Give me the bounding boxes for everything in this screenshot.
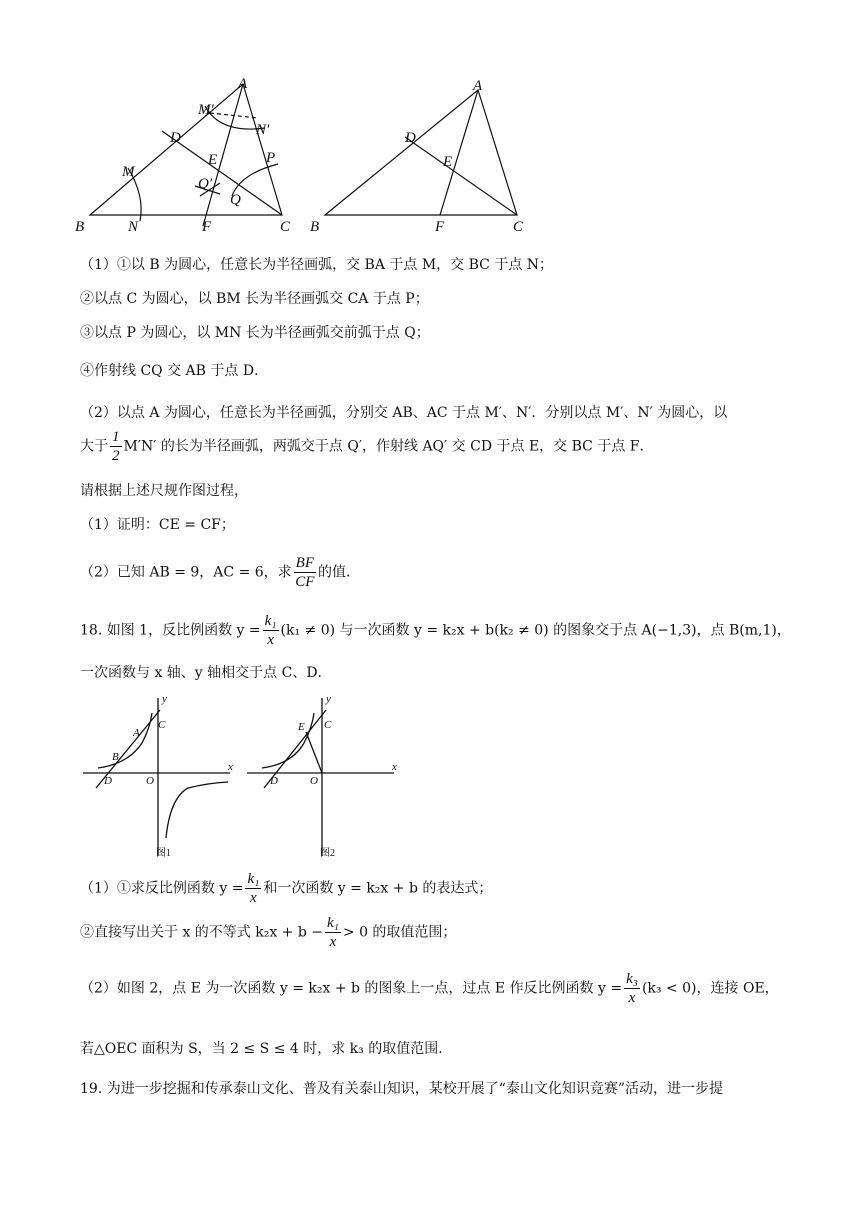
fraction-k3-x: $\frac{\text{k₃}}{x}$ [626,971,638,1006]
label-x: x [392,761,397,773]
text-segment: M′N′ 的长为半径画弧，两弧交于点 Q′，作射线 AQ′ 交 CD 于点 E，交 BC 于点 F． [123,438,654,455]
label-B: B [112,751,119,763]
label-C: C [324,719,332,731]
label-F: F [202,219,212,235]
label-C: C [280,219,291,235]
label-D: D [405,130,416,146]
text-segment: > 0 的取值范围； [342,924,457,941]
label-A: A [133,727,140,739]
label-N-prime: N′ [256,122,270,138]
label-D: D [170,130,181,146]
text-segment: (k₃ < 0)，连接 OE， [641,980,779,997]
label-A: A [473,78,483,94]
label-M-prime: M′ [198,102,214,118]
fraction-half: $\frac{1}{2}$ [112,429,120,464]
label-O: O [310,775,318,787]
question-2 [80,554,360,591]
step-6 [80,428,654,465]
text-segment: （2）已知 AB = 9，AC = 6，求 [80,564,292,581]
label-D: D [104,775,112,787]
step-4: ④作射线 CQ 交 AB 于点 D． [80,363,269,379]
label-A: A [238,76,248,92]
instruction: 请根据上述尺规作图过程， [80,483,248,499]
text-segment: 大于 [80,438,108,455]
step-1: （1）①以 B 为圆心，任意长为半径画弧，交 BA 于点 M，交 BC 于点 N； [80,257,554,273]
label-B: B [310,219,320,235]
fraction-k1-x: $\frac{\text{k₁}}{x}$ [247,871,260,906]
label-P: P [266,150,276,166]
label-M: M [122,164,135,180]
text-segment: 的值． [317,564,360,581]
step-2: ②以点 C 为圆心，以 BM 长为半径画弧交 CA 于点 P； [80,291,429,307]
fraction-bf-cf: $\frac{BF}{CF}$ [295,555,315,590]
text-segment: ②直接写出关于 x 的不等式 k₂x + b − [80,924,324,941]
step-3: ③以点 P 为圆心，以 MN 长为半径画弧交前弧于点 Q； [80,325,430,341]
label-x: x [228,761,233,773]
fraction-k1-x: $\frac{\text{k₁}}{x}$ [264,613,277,648]
problem-19: 19. 为进一步挖掘和传承泰山文化、普及有关泰山知识，某校开展了“泰山文化知识竞赛”活动，进一步提 [80,1081,724,1097]
problem-18 [80,612,791,649]
graph-figure-1 [78,688,238,860]
label-F: F [435,219,445,235]
subq-3 [80,970,779,1007]
text-segment: 18. 如图 1，反比例函数 y = [80,622,261,639]
text-segment: 和一次函数 y = k₂x + b 的表达式； [263,880,493,897]
text-segment: (k₁ ≠ 0) 与一次函数 y = k₂x + b(k₂ ≠ 0) 的图象交于点 A(−1,3)，点 B(m,1)， [280,622,791,639]
label-O: O [146,775,154,787]
caption: 图2 [320,848,335,859]
label-E: E [208,152,218,168]
text-segment: （2）如图 2，点 E 为一次函数 y = k₂x + b 的图象上一点，过点 E 作反比例函数 y = [80,980,623,997]
text-segment: （1）①求反比例函数 y = [80,880,244,897]
problem-18-cont: 一次函数与 x 轴、y 轴相交于点 C、D． [80,665,332,681]
caption: 图1 [156,848,171,859]
label-C: C [158,719,166,731]
graph-figure-2 [242,688,402,860]
figure-triangle-construction [70,76,300,236]
label-D: D [270,775,278,787]
subq-1 [80,870,492,907]
label-E: E [298,721,305,733]
step-5: （2）以点 A 为圆心，任意长为半径画弧，分别交 AB、AC 于点 M′、N′．分别以点 M′、N′ 为圆心，以 [80,405,728,421]
label-Q-prime: Q′ [198,176,213,192]
label-Q: Q [230,192,241,208]
figure-triangle [305,76,535,236]
label-B: B [75,219,85,235]
fraction-k1-x: $\frac{\text{k₁}}{x}$ [327,915,339,950]
label-C: C [513,219,524,235]
label-N: N [128,219,139,235]
label-y: y [326,693,331,705]
label-E: E [443,154,453,170]
subq-2 [80,914,456,951]
subq-4: 若△OEC 面积为 S，当 2 ≤ S ≤ 4 时，求 k₃ 的取值范围． [80,1041,453,1057]
label-y: y [162,693,167,705]
question-1: （1）证明：CE = CF； [80,517,235,533]
